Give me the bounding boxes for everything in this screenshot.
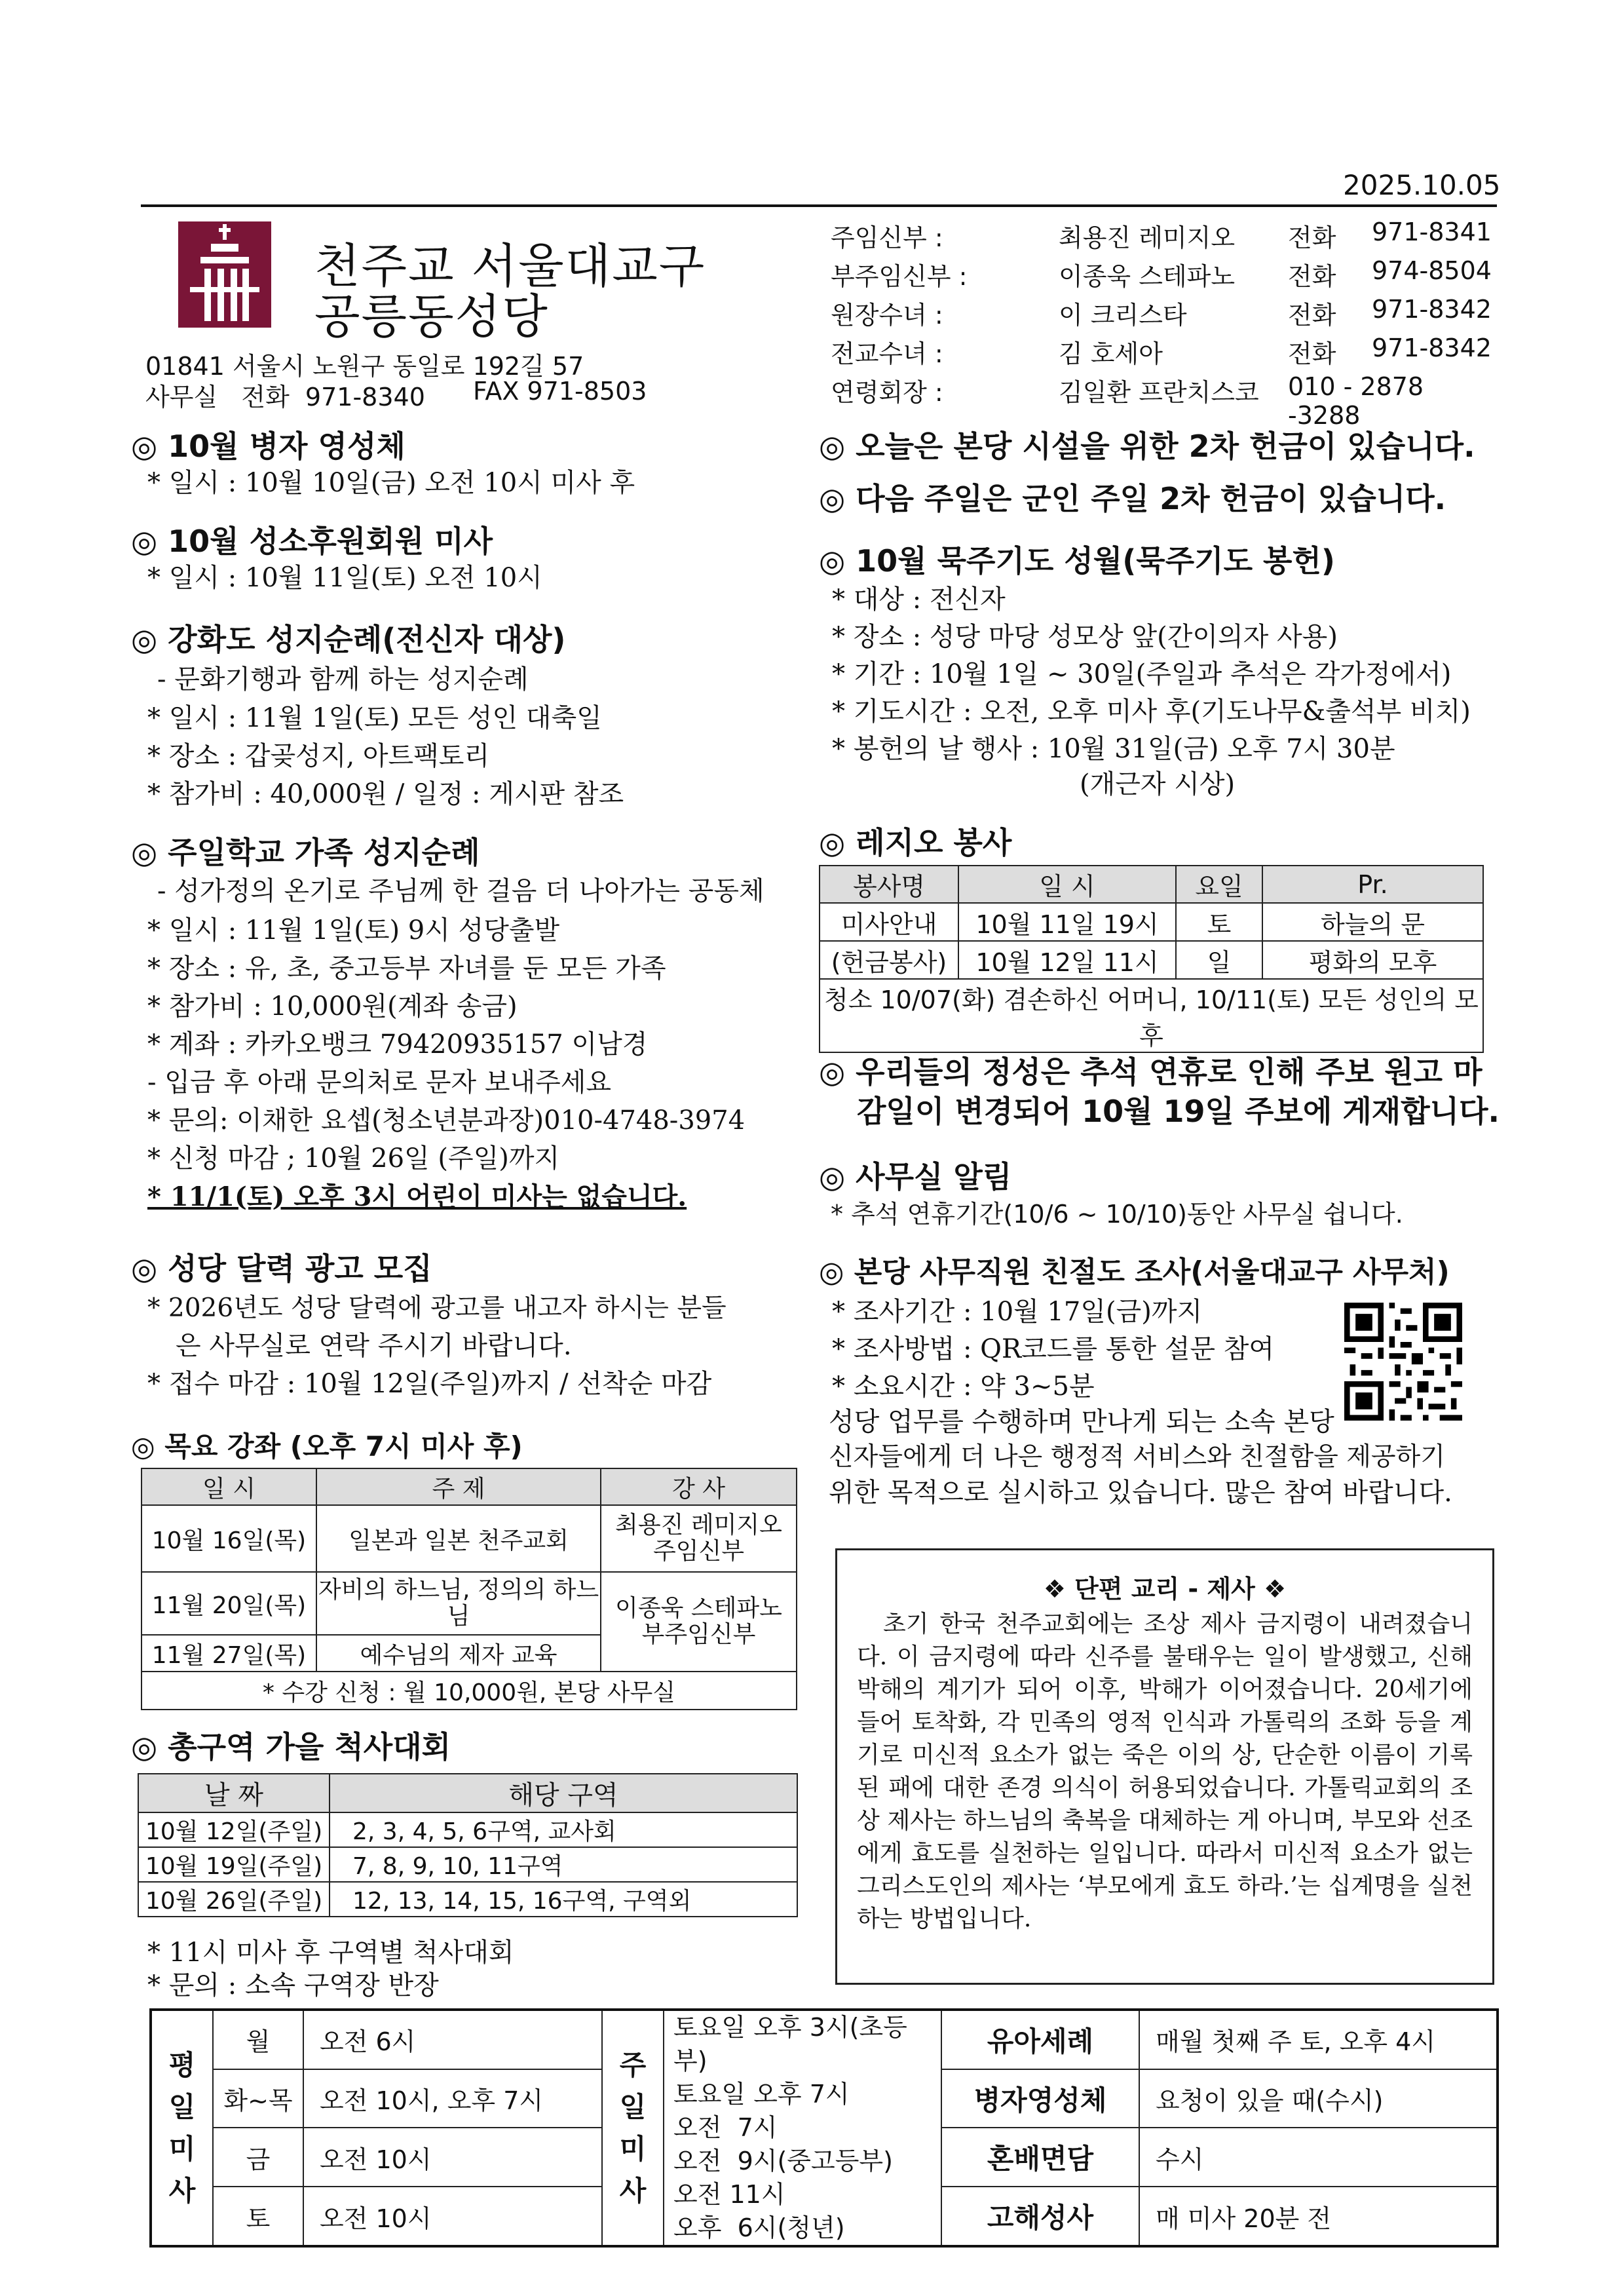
thursday-lecture-title: ◎ 목요 강좌 (오후 7시 미사 후) [131,1430,523,1463]
office-notice-line: * 추석 연휴기간(10/6 ~ 10/10)동안 사무실 쉽니다. [831,1200,1403,1229]
table-row [820,941,1483,979]
rosary-line: * 기간 : 10월 1일 ~ 30일(주일과 추석은 각가정에서) [832,659,1452,689]
calendar-ad-line: * 2026년도 성당 달력에 광고를 내고자 하시는 분들 [147,1293,727,1323]
parish-address: 01841 서울시 노원구 동일로 192길 57 [145,352,584,381]
sunday-mass-time: 오후 6시(청년) [673,2213,845,2242]
staff-name: 이종욱 스테파노 [1059,262,1236,291]
staff-name: 김 호세아 [1059,339,1163,368]
label-char: 주 [619,2048,647,2081]
table-row [142,1572,797,1635]
pilgrimage-line: * 참가비 : 40,000원 / 일정 : 게시판 참조 [147,779,624,809]
table-row [142,1505,797,1572]
staff-role: 원장수녀 : [831,301,943,330]
col-header: 주 제 [316,1468,601,1505]
parish-name-line1: 천주교 서울대교구 [314,239,706,294]
catechism-body: 초기 한국 천주교회에는 조상 제사 금지령이 내려졌습니다. 이 금지령에 따라 신주를 불태우는 일이 발생했고, 신해 박해의 계기가 되어 이후, 박해가 이어졌습니다. 20세기에 들어 토착화, 각 민족의 영적 인식과 가톨릭의 조화 등을 계기로 미신적 요소가 없는 죽은 이의 상, 단순한 이름이 기록된 패에 대한 존경 의식이 허용되었습니다. 가톨릭교회의 조상 제사는 하느님의 축복을 대체하는 게 아니며, 부모와 선조에게 효도를 실천하는 일입니다. 따라서 미신적 요소가 없는 그리스도인의 제사는 ‘부모에게 효도 하라.’는 십계명을 실천하는 방법입니다. [857,1611,1473,1932]
table-row [138,1812,797,1847]
sacrament-name: 고해성사 [941,2187,1139,2246]
second-collection-notice: ◎ 오늘은 본당 시설을 위한 2차 헌금이 있습니다. [819,429,1475,464]
staff-row [831,256,1499,295]
service-when: 10월 11일 19시 [958,903,1176,941]
staff-role: 주임신부 : [831,223,943,252]
staff-name: 최용진 레미지오 [1059,223,1236,252]
military-sunday-notice: ◎ 다음 주일은 군인 주일 2차 헌금이 있습니다. [819,481,1446,516]
contest-zones: 7, 8, 9, 10, 11구역 [330,1847,797,1882]
sick-communion-line: * 일시 : 10월 10일(금) 오전 10시 미사 후 [147,468,635,498]
office-fax: FAX 971-8503 [473,377,647,406]
sunday-mass-label [602,2010,664,2246]
vocation-mass-line: * 일시 : 10월 11일(토) 오전 10시 [147,563,542,593]
sacrament-info: 요청이 있을 때(수시) [1139,2069,1498,2128]
yut-contest-title: ◎ 총구역 가을 척사대회 [131,1729,451,1765]
ganghwa-pilgrimage-title: ◎ 강화도 성지순례(전신자 대상) [131,622,566,657]
sick-communion-title: ◎ 10월 병자 영성체 [131,429,406,464]
label-char: 미 [619,2132,647,2165]
newsletter-notice-line2: 감일이 변경되어 10월 19일 주보에 게재합니다. [857,1094,1500,1129]
mass-day: 토 [213,2187,303,2246]
staff-mobile: 010 - 2878 -3288 [1288,372,1424,430]
service-day: 토 [1176,903,1262,941]
staff-row [831,334,1499,372]
contest-zones: 12, 13, 14, 15, 16구역, 구역외 [330,1882,797,1917]
survey-line: * 조사기간 : 10월 17일(금)까지 [832,1297,1203,1327]
col-header: 봉사명 [820,866,958,903]
service-when: 10월 12일 11시 [958,941,1176,979]
staff-tel: 974-8504 [1372,256,1492,285]
staff-tel: 971-8342 [1372,334,1492,362]
sacrament-name: 병자영성체 [941,2069,1139,2128]
label-char: 일 [619,2090,647,2123]
sunday-school-line: * 계좌 : 카카오뱅크 79420935157 이남경 [147,1029,648,1060]
mass-day: 화~목 [213,2069,303,2128]
sunday-mass-time: 오전 9시(중고등부) [673,2147,893,2175]
service-praesidium: 평화의 모후 [1262,941,1483,979]
lecture-lecturer: 이종욱 스테파노 부주임신부 [601,1572,797,1672]
staff-name: 김일환 프란치스코 [1059,378,1259,407]
contest-date: 10월 12일(주일) [138,1812,330,1847]
bulletin-date: 2025.10.05 [1343,169,1501,201]
sunday-mass-time: 토요일 오후 7시 [673,2080,850,2109]
col-header: 요일 [1176,866,1262,903]
contest-date: 10월 19일(주일) [138,1847,330,1882]
survey-line: * 소요시간 : 약 3~5분 [832,1371,1095,1402]
sunday-school-line: - 입금 후 아래 문의처로 문자 보내주세요 [147,1067,612,1098]
sacrament-info: 매 미사 20분 전 [1139,2187,1498,2246]
sunday-school-line: * 참가비 : 10,000원(계좌 송금) [147,991,518,1022]
pilgrimage-line: - 문화기행과 함께 하는 성지순례 [157,664,529,695]
pilgrimage-line: * 장소 : 갑곶성지, 아트팩토리 [147,741,490,771]
survey-title: ◎ 본당 사무직원 친절도 조사(서울대교구 사무처) [819,1255,1450,1289]
staff-tel-label: 전화 [1288,262,1336,291]
col-header: 해당 구역 [330,1774,797,1812]
thursday-lecture-table [141,1468,797,1710]
contest-line: * 문의 : 소속 구역장 반장 [147,1970,439,2000]
contest-date: 10월 26일(주일) [138,1882,330,1917]
staff-row [831,218,1499,256]
no-children-mass-notice: * 11/1(토) 오후 3시 어린이 미사는 없습니다. [147,1181,687,1212]
survey-line: * 조사방법 : QR코드를 통한 설문 참여 [832,1334,1274,1364]
lecture-date: 10월 16일(목) [142,1505,316,1572]
cleaning-schedule: 청소 10/07(화) 겸손하신 어머니, 10/11(토) 모든 성인의 모후 [820,979,1483,1052]
staff-tel: 971-8341 [1372,218,1492,246]
vocation-mass-title: ◎ 10월 성소후원회원 미사 [131,524,493,559]
staff-row [831,295,1499,334]
rosary-line: (개근자 시상) [1080,769,1236,799]
staff-row [831,372,1499,430]
sacrament-info: 수시 [1139,2128,1498,2187]
legio-service-title: ◎ 레지오 봉사 [819,825,1012,860]
lecture-date: 11월 27일(목) [142,1635,316,1672]
survey-line: 위한 목적으로 실시하고 있습니다. 많은 참여 바랍니다. [829,1478,1452,1508]
sunday-school-pilgrimage-title: ◎ 주일학교 가족 성지순례 [131,835,480,870]
table-row [138,1882,797,1917]
staff-role: 전교수녀 : [831,339,943,368]
rosary-line: * 기도시간 : 오전, 오후 미사 후(기도나무&출석부 비치) [832,697,1471,727]
lecture-topic: 자비의 하느님, 정의의 하느님 [316,1572,601,1635]
service-day: 일 [1176,941,1262,979]
label-char: 평 [168,2048,196,2081]
table-row [138,1847,797,1882]
mass-schedule-table [149,2008,1499,2248]
parish-office-phone [145,377,647,413]
sunday-mass-time: 토요일 오후 3시(초등부) [673,2013,907,2075]
mass-time: 오전 10시 [303,2128,602,2187]
lecture-topic: 일본과 일본 천주교회 [316,1505,601,1572]
sunday-school-line: * 장소 : 유, 초, 중고등부 자녀를 둔 모든 가족 [147,953,666,984]
table-row [151,2010,1498,2069]
sacrament-info: 매월 첫째 주 토, 오후 4시 [1139,2010,1498,2069]
calendar-ad-line: * 접수 마감 : 10월 12일(주일)까지 / 선착순 마감 [147,1369,712,1399]
mass-time: 오전 10시 [303,2187,602,2246]
service-name: (헌금봉사) [820,941,958,979]
sunday-school-line: * 일시 : 11월 1일(토) 9시 성당출발 [147,915,560,946]
calendar-ad-title: ◎ 성당 달력 광고 모집 [131,1251,432,1286]
col-header: 날 짜 [138,1774,330,1812]
sacrament-name: 유아세례 [941,2010,1139,2069]
mass-time: 오전 6시 [303,2010,602,2069]
newsletter-notice-line1: ◎ 우리들의 정성은 추석 연휴로 인해 주보 원고 마 [819,1054,1482,1090]
mass-day: 금 [213,2128,303,2187]
sunday-school-line: * 문의: 이채한 요셉(청소년분과장)010-4748-3974 [147,1105,746,1136]
label-char: 미 [168,2132,196,2165]
service-name: 미사안내 [820,903,958,941]
sunday-mass-time: 오전 7시 [673,2113,778,2142]
col-header: 일 시 [958,866,1176,903]
service-praesidium: 하늘의 문 [1262,903,1483,941]
catechism-title: ❖ 단편 교리 - 제사 ❖ [1043,1575,1287,1603]
rosary-line: * 봉헌의 날 행사 : 10월 31일(금) 오후 7시 30분 [832,734,1395,764]
lecture-lecturer: 최용진 레미지오 주임신부 [601,1505,797,1572]
lecture-date: 11월 20일(목) [142,1572,316,1635]
survey-line: 성당 업무를 수행하며 만나게 되는 소속 본당 [829,1407,1334,1437]
staff-tel-label: 전화 [1288,339,1336,368]
staff-tel-label: 전화 [1288,301,1336,330]
header-divider [141,204,1497,207]
mass-day: 월 [213,2010,303,2069]
sunday-school-line: * 신청 마감 ; 10월 26일 (주일)까지 [147,1143,560,1174]
pilgrimage-line: * 일시 : 11월 1일(토) 모든 성인 대축일 [147,703,602,733]
staff-directory [831,218,1499,430]
rosary-month-title: ◎ 10월 묵주기도 성월(묵주기도 봉헌) [819,543,1335,579]
mass-time: 오전 10시, 오후 7시 [303,2069,602,2128]
staff-name: 이 크리스타 [1059,301,1187,330]
label-char: 사 [168,2174,196,2207]
parish-name-line2: 공릉동성당 [314,289,549,344]
catechism-box [835,1548,1494,1985]
office-notice-title: ◎ 사무실 알림 [819,1159,1012,1195]
label-char: 일 [168,2090,196,2123]
staff-tel: 971-8342 [1372,295,1492,324]
col-header: 일 시 [142,1468,316,1505]
church-logo-icon [178,221,271,328]
weekday-mass-label [151,2010,213,2246]
sunday-school-line: - 성가정의 온기로 주님께 한 걸음 더 나아가는 공동체 [157,876,765,906]
calendar-ad-line: 은 사무실로 연락 주시기 바랍니다. [176,1331,572,1361]
survey-qr-code-icon[interactable] [1344,1303,1462,1421]
office-phone: 사무실 전화 971-8340 [145,383,425,411]
label-char: 사 [619,2174,647,2207]
col-header: Pr. [1262,866,1483,903]
sunday-mass-times [664,2010,941,2246]
staff-tel-label: 전화 [1288,223,1336,252]
sunday-mass-time: 오전 11시 [673,2180,785,2209]
table-row [820,903,1483,941]
col-header: 강 사 [601,1468,797,1505]
contest-line: * 11시 미사 후 구역별 척사대회 [147,1938,514,1968]
survey-line: 신자들에게 더 나은 행정적 서비스와 친절함을 제공하기 [829,1442,1445,1472]
lecture-topic: 예수님의 제자 교육 [316,1635,601,1672]
contest-zones: 2, 3, 4, 5, 6구역, 교사회 [330,1812,797,1847]
rosary-line: * 장소 : 성당 마당 성모상 앞(간이의자 사용) [832,622,1338,652]
staff-role: 연령회장 : [831,378,943,407]
staff-role: 부주임신부 : [831,262,968,291]
legio-service-table [819,865,1484,1053]
lecture-registration: * 수강 신청 : 월 10,000원, 본당 사무실 [142,1672,797,1710]
sacrament-name: 혼배면담 [941,2128,1139,2187]
yut-contest-table [138,1773,798,1917]
rosary-line: * 대상 : 전신자 [832,584,1006,615]
